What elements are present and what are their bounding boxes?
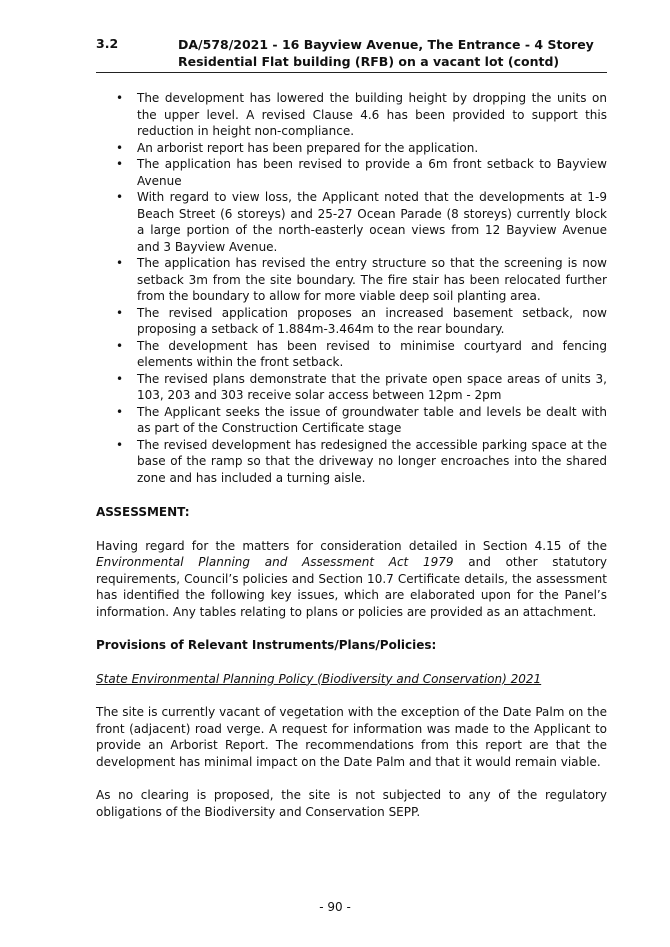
list-item-text: The revised application proposes an increased basement setback, now proposing a setback of 1.884m-3.464m to the rear boundary. — [137, 305, 607, 336]
bullet-icon: • — [116, 157, 124, 171]
list-item — [96, 189, 607, 255]
provisions-heading: Provisions of Relevant Instruments/Plans/Policies: — [96, 638, 437, 652]
bullet-icon: • — [116, 91, 124, 105]
assessment-heading: ASSESSMENT: — [96, 505, 190, 519]
list-item — [96, 404, 607, 437]
list-item-text: An arborist report has been prepared for the application. — [137, 140, 479, 155]
changes-list — [96, 90, 607, 486]
list-item — [96, 305, 607, 338]
assessment-paragraph — [96, 538, 607, 621]
list-item — [96, 156, 607, 189]
list-item-text: The development has lowered the building height by dropping the units on the upper level. A revised Clause 4.6 has been provided to support this reduction in height non-compliance. — [137, 91, 607, 138]
bullet-icon: • — [116, 437, 124, 452]
bullet-icon: • — [116, 371, 124, 386]
list-item — [96, 371, 607, 404]
list-item-text: The application has been revised to provide a 6m front setback to Bayview Avenue — [137, 157, 607, 188]
list-item-text: The application has revised the entry structure so that the screening is now setback 3m from the site boundary. The fire stair has been relocated further from the boundary to allow for more viable deep soil planting area. — [137, 256, 607, 303]
list-item-text: The Applicant seeks the issue of groundwater table and levels be dealt with as part of the Construction Certificate stage — [137, 404, 607, 435]
bullet-icon: • — [116, 404, 124, 419]
list-item-text: The development has been revised to minimise courtyard and fencing elements within the front setback. — [137, 338, 607, 369]
assessment-text-end: and other statutory requirements, Council’s policies and Section 10.7 Certificate details, the assessment has identified the following key issues, which are elaborated upon for the Panel’s information. Any tables relating to plans or policies are provided as an attachment. — [96, 555, 607, 619]
main-content — [96, 90, 607, 820]
vegetation-paragraph: The site is currently vacant of vegetation with the exception of the Date Palm on the front (adjacent) road verge. A request for information was made to the Applicant to provide an Arborist Report. The recommendations from this report are that the development has minimal impact on the Date Palm and that it would remain viable. — [96, 705, 607, 769]
list-item-text: With regard to view loss, the Applicant noted that the developments at 1-9 Beach Street (6 storeys) and 25-27 Ocean Parade (8 storeys) currently block a large portion of the north-easterly ocean views from 12 Bayview Avenue and 3 Bayview Avenue. — [137, 190, 607, 254]
bullet-icon: • — [116, 140, 124, 155]
clearing-paragraph: As no clearing is proposed, the site is not subjected to any of the regulatory obligations of the Biodiversity and Conservation SEPP. — [96, 788, 607, 819]
bullet-icon: • — [116, 190, 124, 204]
page-number: - 90 - — [319, 900, 351, 914]
list-item — [96, 140, 607, 157]
act-name: Environmental Planning and Assessment Act 1979 — [96, 555, 454, 569]
bullet-icon: • — [116, 338, 124, 353]
assessment-text-start: Having regard for the matters for consideration detailed in Section 4.15 of the — [96, 538, 607, 553]
list-item-text: The revised development has redesigned the accessible parking space at the base of the ramp so that the driveway no longer encroaches into the shared zone and has included a turning aisle. — [137, 437, 607, 485]
list-item — [96, 255, 607, 305]
policy-title: State Environmental Planning Policy (Biodiversity and Conservation) 2021 — [96, 671, 542, 686]
item-number: 3.2 — [96, 36, 119, 51]
bullet-icon: • — [116, 305, 124, 320]
header-rule — [96, 72, 607, 73]
item-title: DA/578/2021 - 16 Bayview Avenue, The Entrance - 4 Storey Residential Flat building (RFB) on a vacant lot (contd) — [178, 37, 594, 69]
list-item — [96, 338, 607, 371]
list-item — [96, 90, 607, 140]
list-item — [96, 437, 607, 487]
list-item-text: The revised plans demonstrate that the private open space areas of units 3, 103, 203 and 303 receive solar access between 12pm - 2pm — [137, 371, 607, 402]
bullet-icon: • — [116, 256, 124, 270]
